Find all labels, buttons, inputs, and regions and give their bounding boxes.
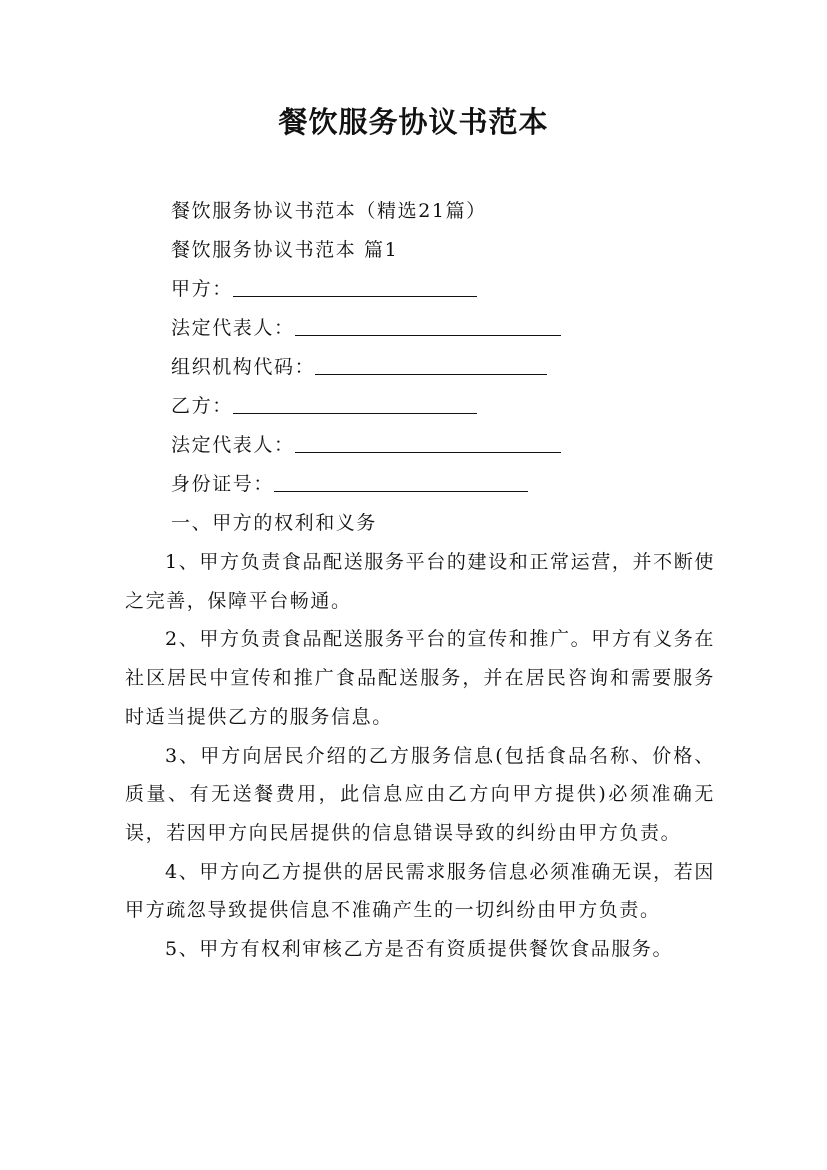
blank-line (315, 352, 547, 375)
blank-line (295, 313, 561, 336)
paragraph-4: 4、甲方向乙方提供的居民需求服务信息必须准确无误，若因甲方疏忽导致提供信息不准确产生的一切纠纷由甲方负责。 (125, 860, 715, 922)
section-heading: 餐饮服务协议书范本 篇1 (171, 239, 399, 261)
field-id-number (125, 465, 715, 504)
blank-line (274, 469, 528, 492)
field-label: 组织机构代码： (171, 356, 316, 378)
document-subtitle: 餐饮服务协议书范本（精选21篇） (171, 200, 487, 222)
paragraph-1: 1、甲方负责食品配送服务平台的建设和正常运营，并不断使之完善，保障平台畅通。 (125, 551, 715, 612)
field-party-a-legal-rep (125, 309, 715, 348)
blank-line (295, 430, 561, 453)
field-party-b-legal-rep (125, 426, 715, 465)
field-label: 乙方： (171, 395, 233, 417)
field-label: 法定代表人： (171, 317, 295, 339)
heading-party-a-rights: 一、甲方的权利和义务 (171, 512, 378, 534)
field-party-a (125, 270, 715, 309)
field-org-code (125, 348, 715, 387)
blank-line (233, 391, 477, 414)
blank-line (233, 274, 477, 297)
paragraph-3: 3、甲方向居民介绍的乙方服务信息(包括食品名称、价格、质量、有无送餐费用，此信息应由乙方向甲方提供)必须准确无误，若因甲方向民居提供的信息错误导致的纠纷由甲方负责。 (125, 744, 715, 844)
document-title: 餐饮服务协议书范本 (278, 105, 549, 139)
paragraph-5: 5、甲方有权利审核乙方是否有资质提供餐饮食品服务。 (165, 938, 674, 961)
field-label: 法定代表人： (171, 434, 295, 456)
paragraph-2: 2、甲方负责食品配送服务平台的宣传和推广。甲方有义务在社区居民中宣传和推广食品配送服务，并在居民咨询和需要服务时适当提供乙方的服务信息。 (125, 628, 715, 728)
field-label: 身份证号： (171, 473, 275, 495)
field-label: 甲方： (171, 278, 233, 300)
field-party-b (125, 387, 715, 426)
document-body (125, 192, 715, 969)
